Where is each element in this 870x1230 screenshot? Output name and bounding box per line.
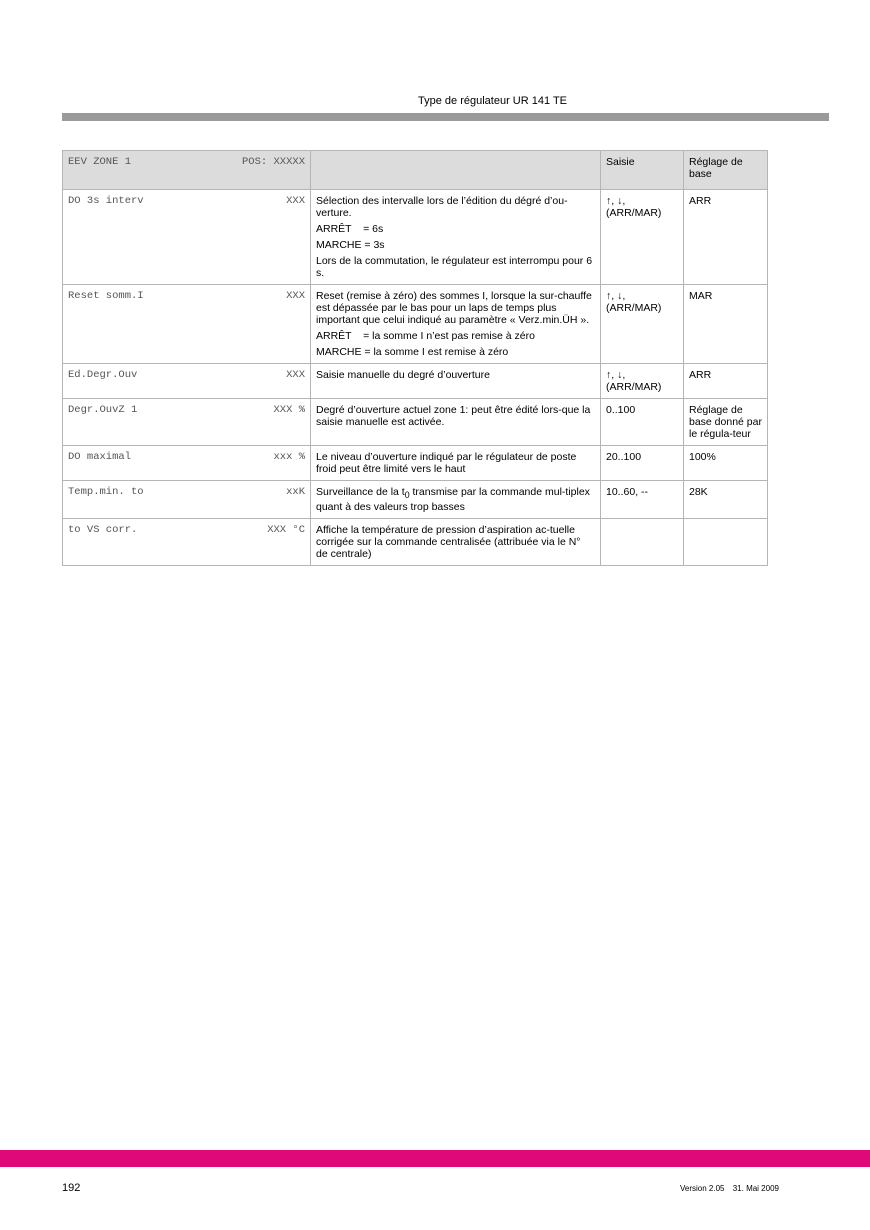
description-text: Reset (remise à zéro) des sommes I, lorsque la sur-chauffe est dépassée par le bas pour un laps de temps plus important que celui indiqué au paramètre « Verz.min.ÜH ».: [316, 290, 592, 326]
table-header-row: [63, 151, 768, 190]
param-value: XXX: [286, 369, 305, 381]
description-subscript: 0: [404, 490, 410, 501]
table-row: [63, 364, 768, 399]
description-cell: [311, 190, 601, 285]
default-cell: Réglage de base donné par le régula-teur: [684, 399, 768, 446]
footer-band: [0, 1150, 870, 1167]
version-info: [680, 1184, 779, 1193]
table-row: [63, 446, 768, 481]
param-cell: [63, 190, 311, 285]
table-row: [63, 285, 768, 364]
param-name: DO 3s interv: [68, 195, 144, 207]
default-cell: 28K: [684, 481, 768, 519]
param-value: XXX %: [273, 404, 305, 416]
parameter-table: [62, 150, 768, 566]
param-cell: [63, 519, 311, 566]
param-cell: [63, 446, 311, 481]
default-cell: ARR: [684, 190, 768, 285]
input-cell: [601, 519, 684, 566]
description-text: Lors de la commutation, le régulateur est interrompu pour 6 s.: [316, 255, 593, 279]
header-rule: [62, 113, 829, 121]
param-cell: [63, 285, 311, 364]
description-text: MARCHE = 3s: [316, 239, 385, 251]
param-name: Ed.Degr.Ouv: [68, 369, 138, 381]
input-cell: 0..100: [601, 399, 684, 446]
param-cell: [63, 481, 311, 519]
input-header-cell: Saisie: [601, 151, 684, 190]
page-number: 192: [62, 1182, 81, 1194]
param-name: Degr.OuvZ 1: [68, 404, 138, 416]
description-cell: [311, 364, 601, 399]
input-cell: ↑, ↓, (ARR/MAR): [601, 364, 684, 399]
description-text: Sélection des intervalle lors de l’édition du dégré d’ou-verture.: [316, 195, 568, 219]
description-cell: [311, 446, 601, 481]
description-text: Affiche la température de pression d’aspiration ac-tuelle corrigée sur la commande centralisée (attribuée via le N° de centrale): [316, 524, 581, 561]
param-name: DO maximal: [68, 451, 132, 463]
param-cell: [63, 364, 311, 399]
input-cell: ↑, ↓, (ARR/MAR): [601, 285, 684, 364]
description-cell: [311, 481, 601, 519]
param-value: XXX °C: [267, 524, 305, 537]
description-text: ARRÊT = 6s: [316, 223, 384, 235]
description-text: ARRÊT = la somme I n’est pas remise à zéro: [316, 330, 535, 342]
description-text: [316, 486, 595, 513]
description-cell: [311, 285, 601, 364]
param-value: xxK: [286, 486, 305, 498]
description-header-cell: [311, 151, 601, 190]
param-cell: [63, 399, 311, 446]
description-text-part: Surveillance de la t: [316, 486, 405, 498]
input-cell: ↑, ↓, (ARR/MAR): [601, 190, 684, 285]
display-header-left: EEV ZONE 1: [68, 156, 132, 168]
default-cell: MAR: [684, 285, 768, 364]
table-row: [63, 190, 768, 285]
input-cell: 20..100: [601, 446, 684, 481]
input-cell: 10..60, --: [601, 481, 684, 519]
document-header-title: Type de régulateur UR 141 TE: [418, 95, 567, 107]
table-row: [63, 481, 768, 519]
default-cell: 100%: [684, 446, 768, 481]
description-cell: [311, 519, 601, 566]
param-value: XXX: [286, 195, 305, 207]
param-value: XXX: [286, 290, 305, 302]
version-date: 31. Mai 2009: [732, 1184, 779, 1193]
param-value: xxx %: [273, 451, 305, 463]
default-cell: [684, 519, 768, 566]
table-row: [63, 399, 768, 446]
version-label: Version 2.05: [680, 1184, 725, 1193]
description-text: Degré d’ouverture actuel zone 1: peut être édité lors-que la saisie manuelle est activée.: [316, 404, 591, 428]
default-header-cell: Réglage de base: [684, 151, 768, 190]
description-text-part: transmise par la commande mul-tiplex quant à des valeurs trop basses: [316, 486, 590, 514]
param-name: Reset somm.I: [68, 290, 144, 302]
display-header-cell: [63, 151, 311, 190]
description-text: MARCHE = la somme I est remise à zéro: [316, 346, 509, 358]
param-name: Temp.min. to: [68, 486, 144, 498]
table-row: [63, 519, 768, 566]
description-text: Le niveau d’ouverture indiqué par le régulateur de poste froid peut être limité vers le haut: [316, 451, 577, 475]
description-text: Saisie manuelle du degré d’ouverture: [316, 369, 490, 381]
display-header-right: POS: XXXXX: [241, 156, 305, 168]
param-name: to VS corr.: [68, 524, 138, 537]
description-cell: [311, 399, 601, 446]
default-cell: ARR: [684, 364, 768, 399]
